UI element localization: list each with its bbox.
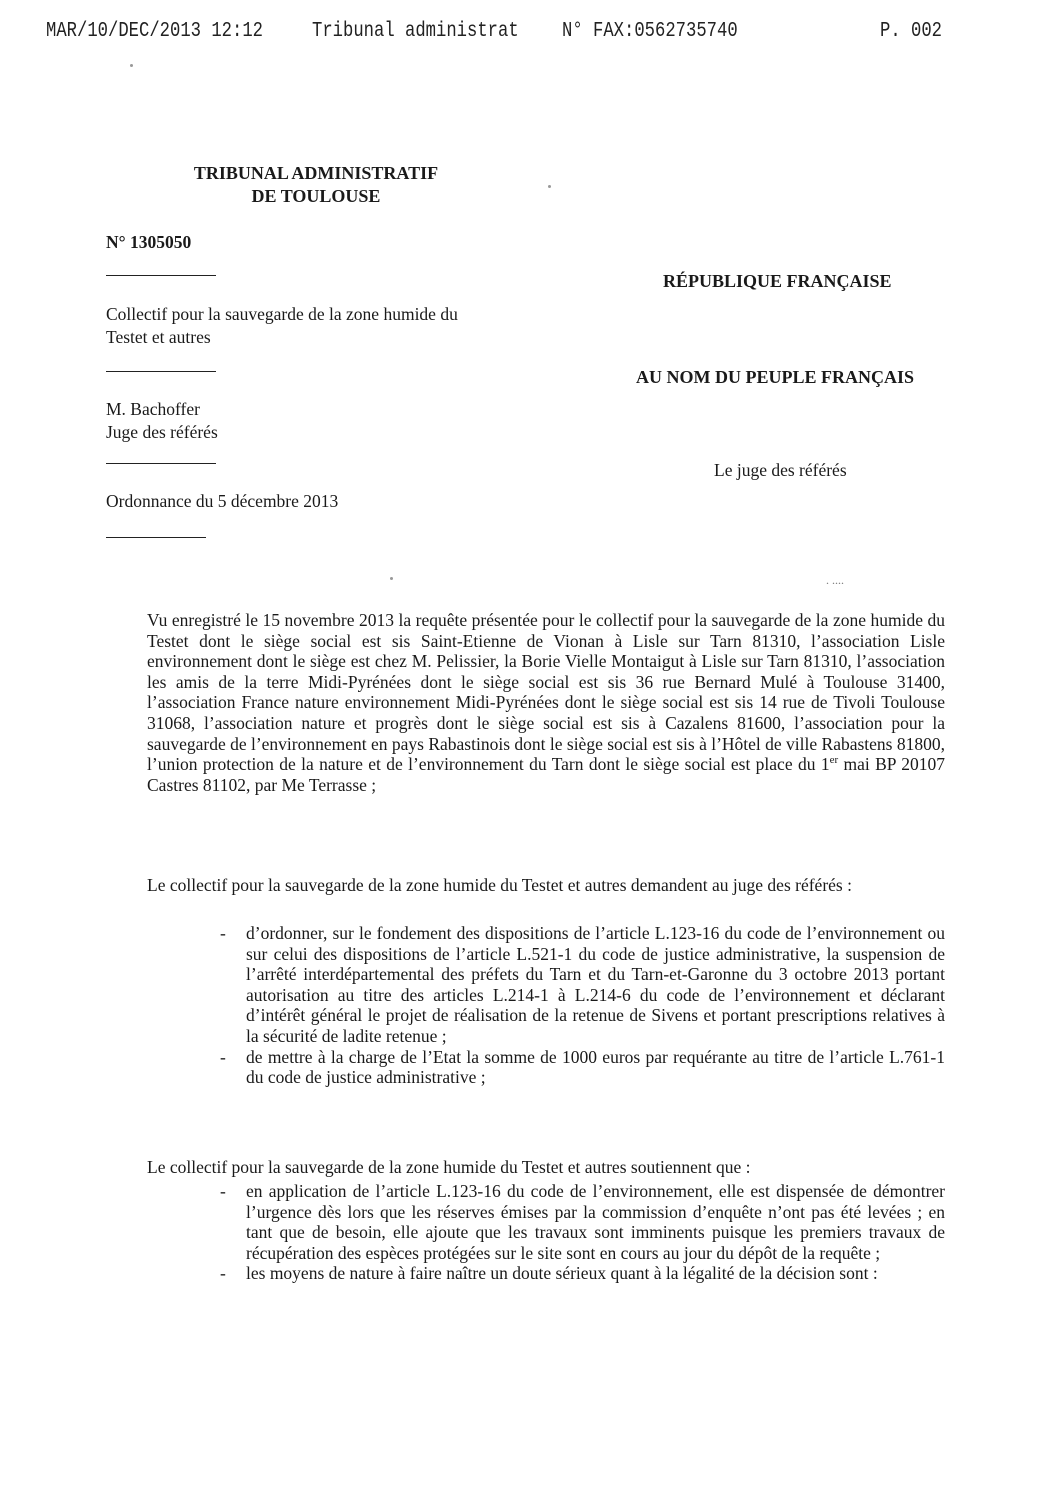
parties [106,303,458,349]
bullet-dash: - [220,1263,226,1284]
list-item [220,1181,945,1263]
paragraph-registration [147,610,945,795]
requests-list [220,923,945,1088]
judge-title: Juge des référés [106,422,218,442]
arguments-list [220,1181,945,1284]
divider [106,463,216,464]
court-name [175,162,457,208]
divider [106,537,206,538]
judge-block [106,398,218,444]
paragraph-requests-intro: Le collectif pour la sauvegarde de la zone humide du Testet et autres demandent au juge des référés : [147,875,852,895]
parties-line2: Testet et autres [106,327,211,347]
request-item-text: d’ordonner, sur le fondement des dispositions de l’article L.123-16 du code de l’environnement ou sur celui des dispositions de l’article L.521-1 du code de justice administrative, la suspension de l’arrêté interdépartemental des préfets du Tarn et du Tarn-et-Garonne du 3 octobre 2013 portant autorisation au titre des articles L.214-1 à L.214-6 du code de l’environnement et déclarant d’intérêt général le projet de réalisation de la retenue de Sivens et portant prescriptions relatives à la sécurité de ladite retenue ; [246,923,945,1046]
people-heading: AU NOM DU PEUPLE FRANÇAIS [636,367,914,387]
paragraph-registration-text: Vu enregistré le 15 novembre 2013 la requête présentée pour le collectif pour la sauvegarde de la zone humide du Testet dont le siège social est sis Saint-Etienne de Vionan à Lisle sur Tarn 81310, l’association Lisle environnement dont le siège est chez M. Pelissier, la Borie Vielle Montaigut à Lisle sur Tarn 81310, l’association les amis de la terre Midi-Pyrénées dont le siège social est sis 36 rue Bernard Mulé à Toulouse 31400, l’association France nature environnement Midi-Pyrénées dont le siège social est sis 14 rue de Tivoli Toulouse 31068, l’association nature et progrès dont le siège social est sis à Cazalens 81600, l’association pour la sauvegarde de l’environnement en pays Rabastinois dont le siège social est sis à l’Hôtel de ville Rabastens 81800, l’union protection de la nature et de l’environnement du Tarn dont le siège social est place du 1 [147,610,945,775]
request-item-text: de mettre à la charge de l’Etat la somme de 1000 euros par requérante au titre de l’article L.761-1 du code de justice administrative ; [246,1046,945,1088]
paragraph-registration-end: mai BP 20107 Castres 81102, par Me Terrasse ; [147,754,945,795]
list-item [220,923,945,1047]
ordinal-suffix: er [829,754,839,767]
argument-item-text: les moyens de nature à faire naître un doute sérieux quant à la légalité de la décision sont : [246,1263,878,1284]
republic-heading: RÉPUBLIQUE FRANÇAISE [663,271,892,291]
paragraph-arguments-intro: Le collectif pour la sauvegarde de la zone humide du Testet et autres soutiennent que : [147,1157,751,1177]
bullet-dash: - [220,1181,226,1201]
divider [106,371,216,372]
argument-item-text: en application de l’article L.123-16 du code de l’environnement, elle est dispensée de démontrer l’urgence dès lors que les réserves émises par la commission d’enquête n’ont pas été levées ; en tant que de besoin, elle ajoute que les travaux sont imminents puisque les premiers travaux de récupération des espèces protégées sur le site sont en cours au jour du dépôt de la requête ; [246,1181,945,1263]
case-number: N° 1305050 [106,232,192,252]
scan-dots: . .... [826,573,844,587]
bullet-dash: - [220,1046,226,1067]
court-name-line2: DE TOULOUSE [251,186,381,206]
list-item [220,1046,945,1088]
divider [106,275,216,276]
scan-speck [130,64,133,67]
fax-datetime: MAR/10/DEC/2013 12:12 [46,20,264,43]
fax-number: N° FAX:0562735740 [562,20,738,43]
bullet-dash: - [220,923,226,943]
scan-speck [390,577,393,580]
parties-line1: Collectif pour la sauvegarde de la zone humide du [106,304,458,324]
judge-name: M. Bachoffer [106,399,200,419]
fax-page-number: P. 002 [880,20,943,43]
fax-sender: Tribunal administrat [312,20,519,43]
list-item [220,1263,945,1284]
judge-heading: Le juge des référés [714,460,847,480]
court-name-line1: TRIBUNAL ADMINISTRATIF [193,163,439,183]
order-date: Ordonnance du 5 décembre 2013 [106,491,339,511]
scan-speck [548,185,551,188]
